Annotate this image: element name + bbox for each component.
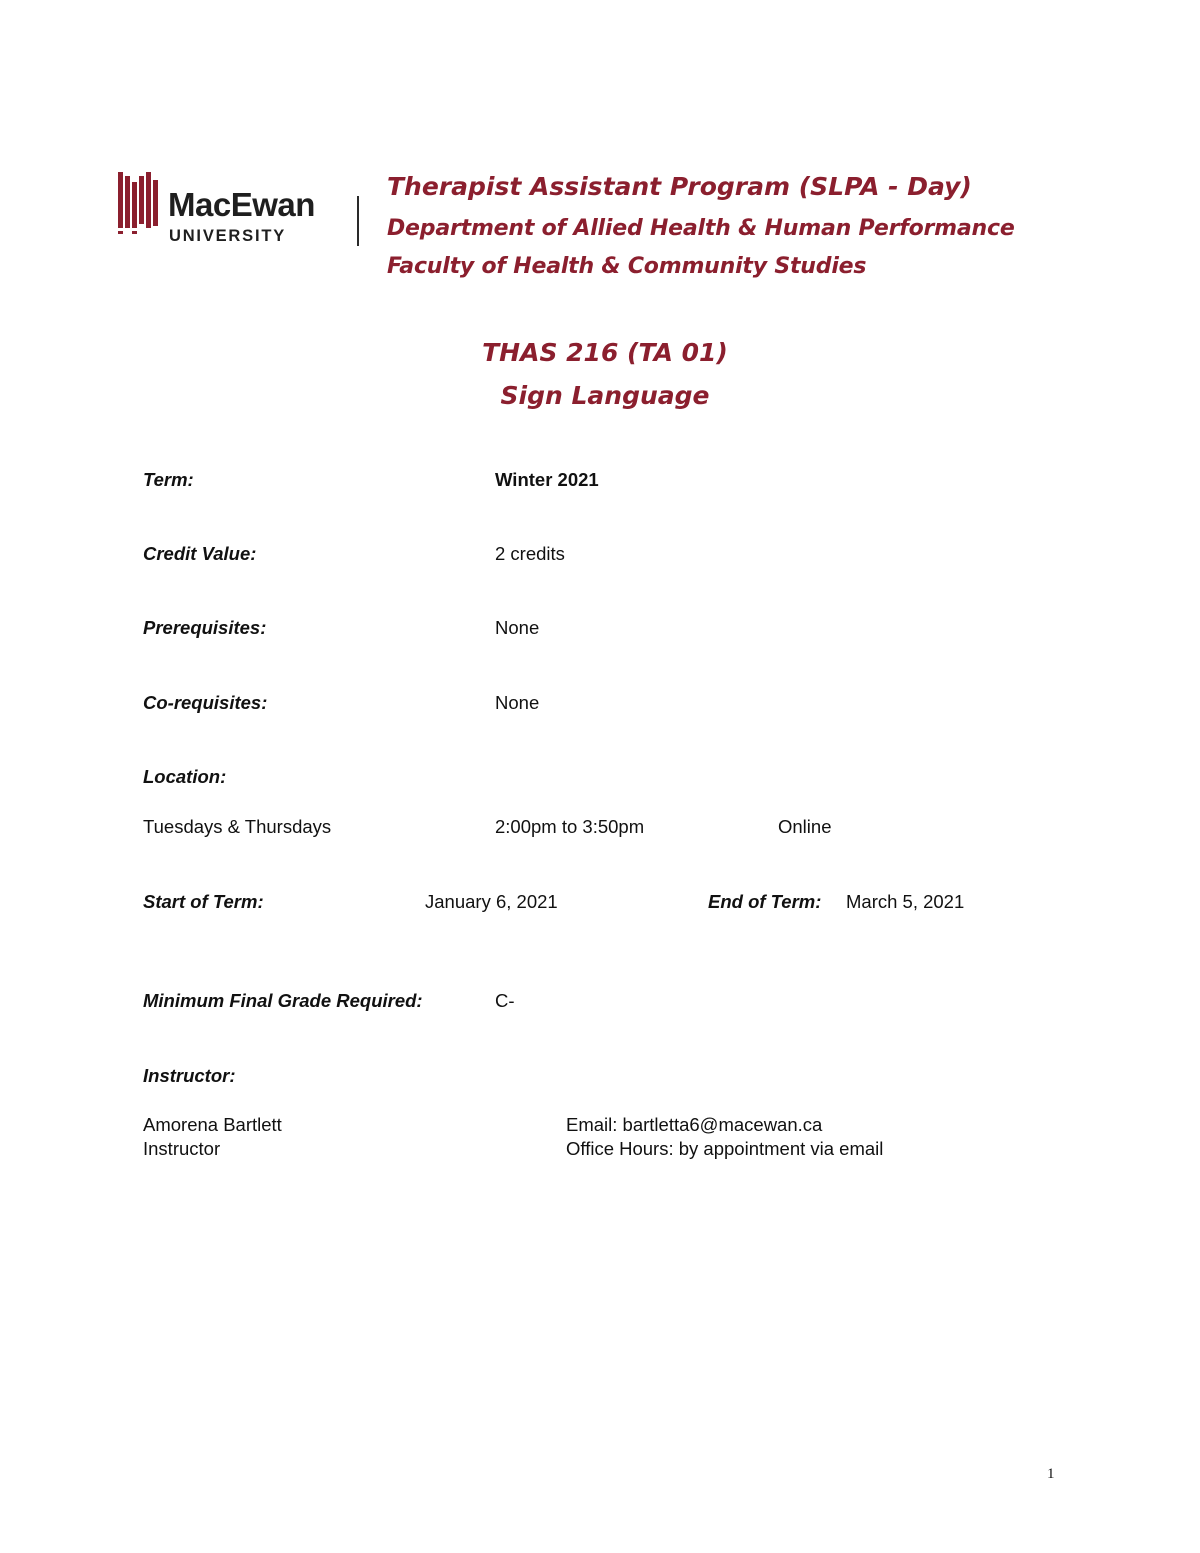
min-grade-label: Minimum Final Grade Required: [143, 990, 423, 1011]
credit-value-label: Credit Value: [143, 543, 257, 564]
term-value: Winter 2021 [495, 469, 599, 490]
page-number: 1 [1047, 1466, 1055, 1482]
logo-divider [357, 196, 359, 246]
course-code: THAS 216 (TA 01) [482, 338, 728, 367]
min-grade-value: C- [495, 990, 515, 1011]
start-of-term-value: January 6, 2021 [425, 891, 558, 912]
logo-subtitle: UNIVERSITY [169, 227, 287, 245]
corequisites-value: None [495, 692, 540, 713]
end-of-term-label: End of Term: [708, 891, 822, 912]
instructor-email: Email: bartletta6@macewan.ca [566, 1114, 823, 1135]
instructor-role: Instructor [143, 1138, 221, 1159]
location-mode: Online [778, 816, 832, 837]
term-label: Term: [143, 469, 194, 490]
corequisites-label: Co-requisites: [143, 692, 268, 713]
logo-wordmark: MacEwan [168, 186, 315, 223]
end-of-term-value: March 5, 2021 [846, 891, 965, 912]
location-label: Location: [143, 766, 227, 787]
instructor-office-hours: Office Hours: by appointment via email [566, 1138, 884, 1159]
faculty-title: Faculty of Health & Community Studies [387, 254, 867, 279]
credit-value-value: 2 credits [495, 543, 565, 564]
department-title: Department of Allied Health & Human Performance [387, 216, 1015, 241]
instructor-name: Amorena Bartlett [143, 1114, 282, 1135]
prerequisites-value: None [495, 617, 540, 638]
instructor-label: Instructor: [143, 1065, 236, 1086]
location-days: Tuesdays & Thursdays [143, 816, 332, 837]
program-title: Therapist Assistant Program (SLPA - Day) [387, 172, 972, 201]
prerequisites-label: Prerequisites: [143, 617, 267, 638]
location-time: 2:00pm to 3:50pm [495, 816, 645, 837]
course-title: Sign Language [500, 381, 710, 410]
start-of-term-label: Start of Term: [143, 891, 264, 912]
macewan-logo-icon [118, 172, 162, 234]
